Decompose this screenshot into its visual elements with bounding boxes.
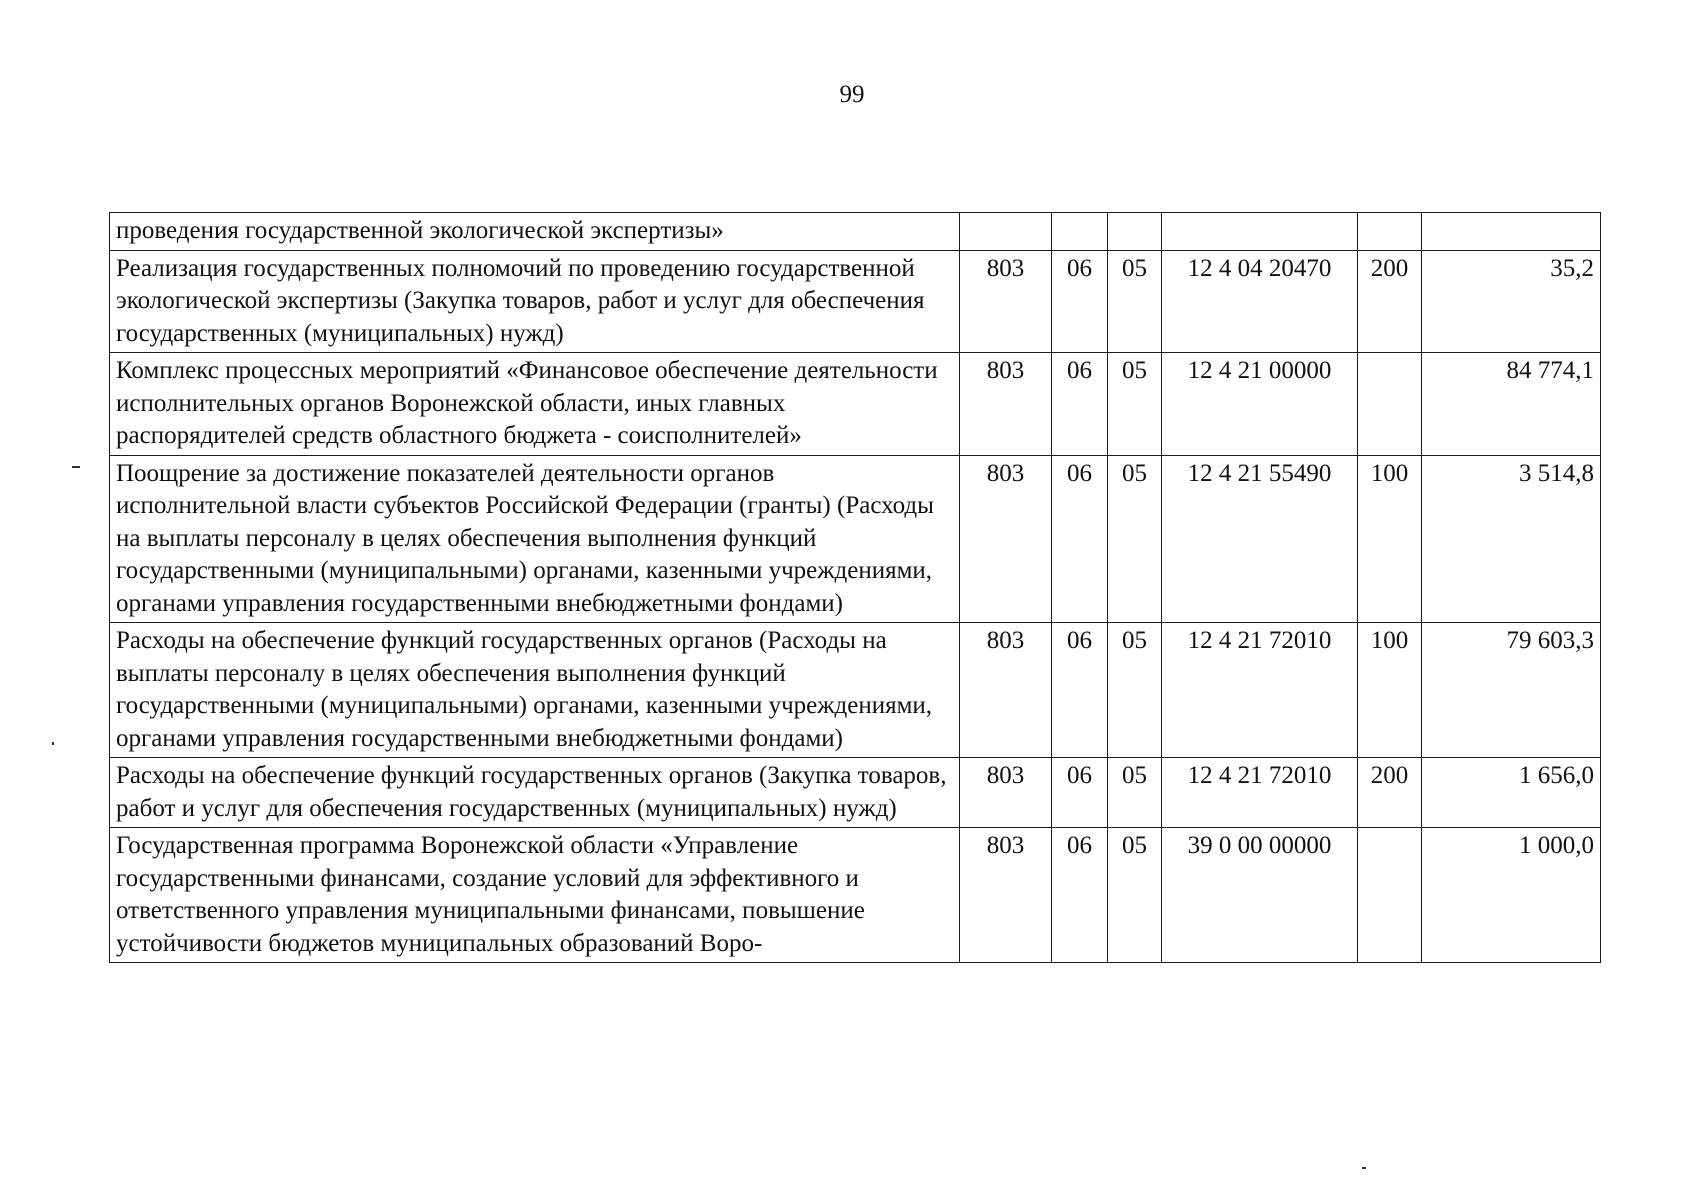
row-amount: 35,2 [1422, 250, 1601, 353]
row-expense-type-code: 100 [1358, 455, 1422, 623]
scan-speck [72, 466, 80, 468]
budget-table [109, 212, 1601, 963]
row-target-article-code: 12 4 21 72010 [1162, 623, 1358, 758]
row-section-code: 06 [1052, 455, 1108, 623]
row-amount [1422, 213, 1601, 251]
row-expense-type-code: 100 [1358, 623, 1422, 758]
row-section-code [1052, 213, 1108, 251]
row-amount: 84 774,1 [1422, 353, 1601, 456]
row-subsection-code: 05 [1108, 455, 1162, 623]
row-description: Комплекс процессных мероприятий «Финансовое обеспечение деятельности исполнительных органов Воронежской области, иных главных распорядителей средств областного бюджета - соисполнителей» [110, 353, 960, 456]
row-target-article-code: 12 4 04 20470 [1162, 250, 1358, 353]
table-row [110, 250, 1601, 353]
row-ved-code [960, 213, 1052, 251]
row-subsection-code [1108, 213, 1162, 251]
row-ved-code: 803 [960, 758, 1052, 828]
row-section-code: 06 [1052, 828, 1108, 963]
row-amount: 1 000,0 [1422, 828, 1601, 963]
row-description: Реализация государственных полномочий по проведению государственной экологической экспертизы (Закупка товаров, работ и услуг для обеспечения государственных (муниципальных) нужд) [110, 250, 960, 353]
row-description: Расходы на обеспечение функций государственных органов (Закупка товаров, работ и услуг для обеспечения государственных (муниципальных) нужд) [110, 758, 960, 828]
row-subsection-code: 05 [1108, 828, 1162, 963]
row-expense-type-code [1358, 213, 1422, 251]
table-row [110, 353, 1601, 456]
scan-speck [1362, 1167, 1366, 1169]
row-expense-type-code: 200 [1358, 250, 1422, 353]
row-ved-code: 803 [960, 353, 1052, 456]
table-row [110, 758, 1601, 828]
row-target-article-code: 12 4 21 72010 [1162, 758, 1358, 828]
row-subsection-code: 05 [1108, 758, 1162, 828]
row-description: Государственная программа Воронежской области «Управление государственными финансами, создание условий для эффективного и ответственного управления муниципальными финансами, повышение устойчивости бюджетов муниципальных образований Воро- [110, 828, 960, 963]
table-row [110, 623, 1601, 758]
table-row [110, 455, 1601, 623]
row-section-code: 06 [1052, 353, 1108, 456]
row-subsection-code: 05 [1108, 623, 1162, 758]
row-section-code: 06 [1052, 623, 1108, 758]
table-row [110, 828, 1601, 963]
row-ved-code: 803 [960, 455, 1052, 623]
page-number: 99 [839, 81, 865, 108]
row-subsection-code: 05 [1108, 250, 1162, 353]
row-ved-code: 803 [960, 250, 1052, 353]
row-section-code: 06 [1052, 250, 1108, 353]
scan-speck [52, 742, 54, 745]
row-amount: 3 514,8 [1422, 455, 1601, 623]
row-ved-code: 803 [960, 623, 1052, 758]
table-row [110, 213, 1601, 251]
row-section-code: 06 [1052, 758, 1108, 828]
row-ved-code: 803 [960, 828, 1052, 963]
row-description: проведения государственной экологической экспертизы» [110, 213, 960, 251]
row-expense-type-code [1358, 828, 1422, 963]
row-target-article-code: 39 0 00 00000 [1162, 828, 1358, 963]
row-description: Поощрение за достижение показателей деятельности органов исполнительной власти субъектов Российской Федерации (гранты) (Расходы на выплаты персоналу в целях обеспечения выполнения функций государственными (муниципальными) органами, казенными учреждениями, органами управления государственными внебюджетными фондами) [110, 455, 960, 623]
row-target-article-code: 12 4 21 55490 [1162, 455, 1358, 623]
row-target-article-code [1162, 213, 1358, 251]
row-subsection-code: 05 [1108, 353, 1162, 456]
row-amount: 79 603,3 [1422, 623, 1601, 758]
row-expense-type-code [1358, 353, 1422, 456]
row-target-article-code: 12 4 21 00000 [1162, 353, 1358, 456]
row-amount: 1 656,0 [1422, 758, 1601, 828]
row-description: Расходы на обеспечение функций государственных органов (Расходы на выплаты персоналу в целях обеспечения выполнения функций государственными (муниципальными) органами, казенными учреждениями, органами управления государственными внебюджетными фондами) [110, 623, 960, 758]
row-expense-type-code: 200 [1358, 758, 1422, 828]
